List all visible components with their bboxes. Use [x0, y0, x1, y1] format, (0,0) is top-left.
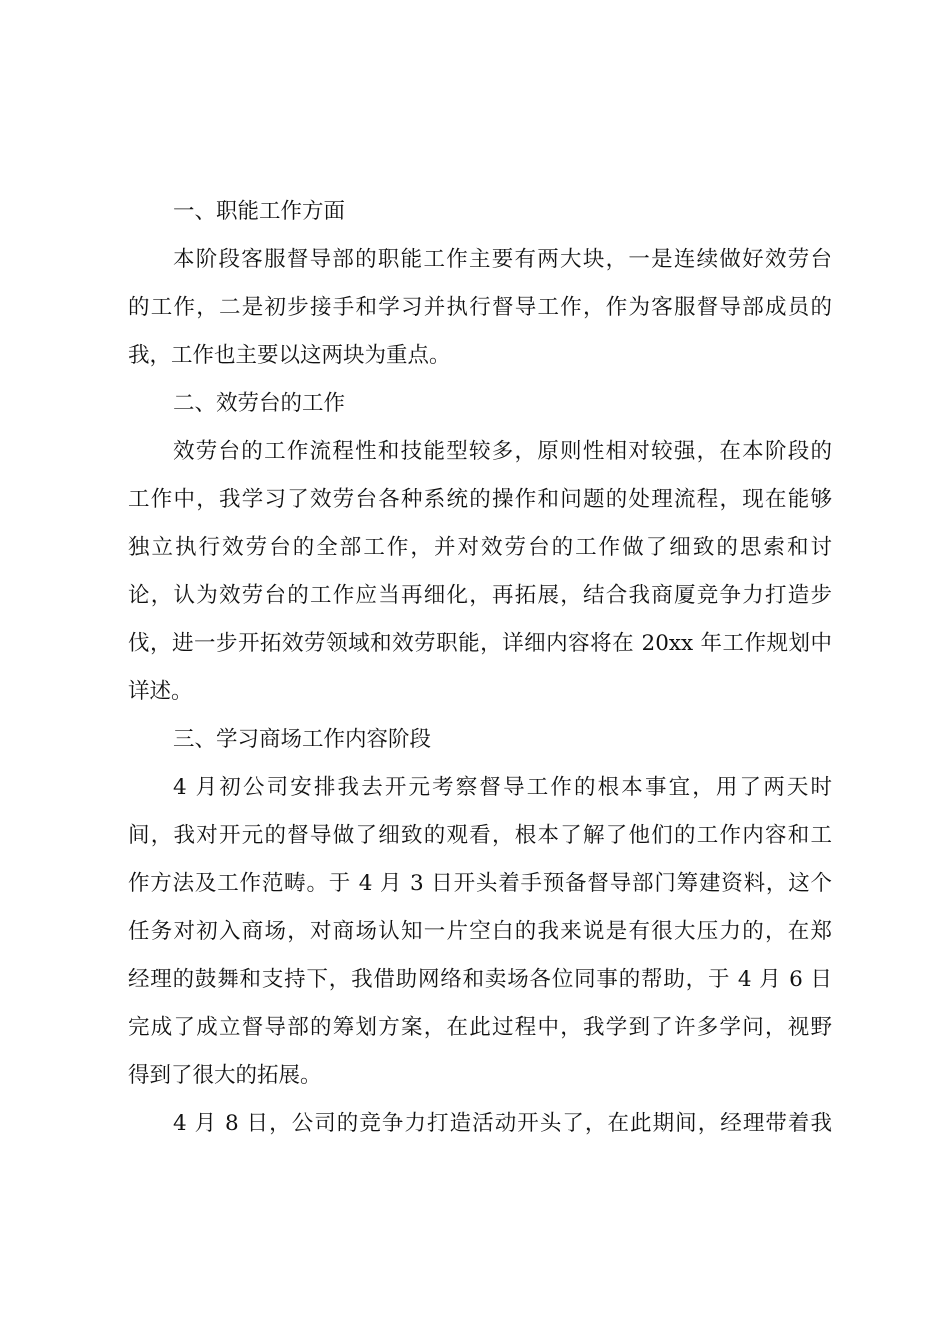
paragraph-line: 经理的鼓舞和支持下，我借助网络和卖场各位同事的帮助，于 4 月 6 日	[128, 967, 832, 992]
section-heading: 三、学习商场工作内容阶段	[173, 727, 432, 752]
paragraph-line: 独立执行效劳台的全部工作，并对效劳台的工作做了细致的思索和讨	[128, 535, 832, 560]
paragraph-line: 的工作，二是初步接手和学习并执行督导工作，作为客服督导部成员的	[128, 295, 832, 320]
paragraph-line: 伐，进一步开拓效劳领域和效劳职能，详细内容将在 20xx 年工作规划中	[128, 631, 832, 656]
paragraph-line: 详述。	[128, 679, 193, 704]
section-heading: 一、职能工作方面	[173, 199, 346, 224]
paragraph-line: 本阶段客服督导部的职能工作主要有两大块，一是连续做好效劳台	[173, 247, 832, 272]
document-page	[128, 188, 832, 1148]
paragraph-line: 论，认为效劳台的工作应当再细化，再拓展，结合我商厦竞争力打造步	[128, 583, 832, 608]
paragraph-line: 4 月初公司安排我去开元考察督导工作的根本事宜，用了两天时	[173, 775, 832, 800]
paragraph-line: 完成了成立督导部的筹划方案，在此过程中，我学到了许多学问，视野	[128, 1015, 832, 1040]
section-heading: 二、效劳台的工作	[173, 391, 346, 416]
paragraph-line: 任务对初入商场，对商场认知一片空白的我来说是有很大压力的，在郑	[128, 919, 832, 944]
paragraph-line: 工作中，我学习了效劳台各种系统的操作和问题的处理流程，现在能够	[128, 487, 832, 512]
paragraph-line: 得到了很大的拓展。	[128, 1063, 322, 1088]
paragraph-line: 作方法及工作范畴。于 4 月 3 日开头着手预备督导部门筹建资料，这个	[128, 871, 832, 896]
paragraph-line: 效劳台的工作流程性和技能型较多，原则性相对较强，在本阶段的	[173, 439, 832, 464]
paragraph-line: 间，我对开元的督导做了细致的观看，根本了解了他们的工作内容和工	[128, 823, 832, 848]
paragraph-line: 我，工作也主要以这两块为重点。	[128, 343, 451, 368]
paragraph-line: 4 月 8 日，公司的竞争力打造活动开头了，在此期间，经理带着我	[173, 1111, 832, 1136]
